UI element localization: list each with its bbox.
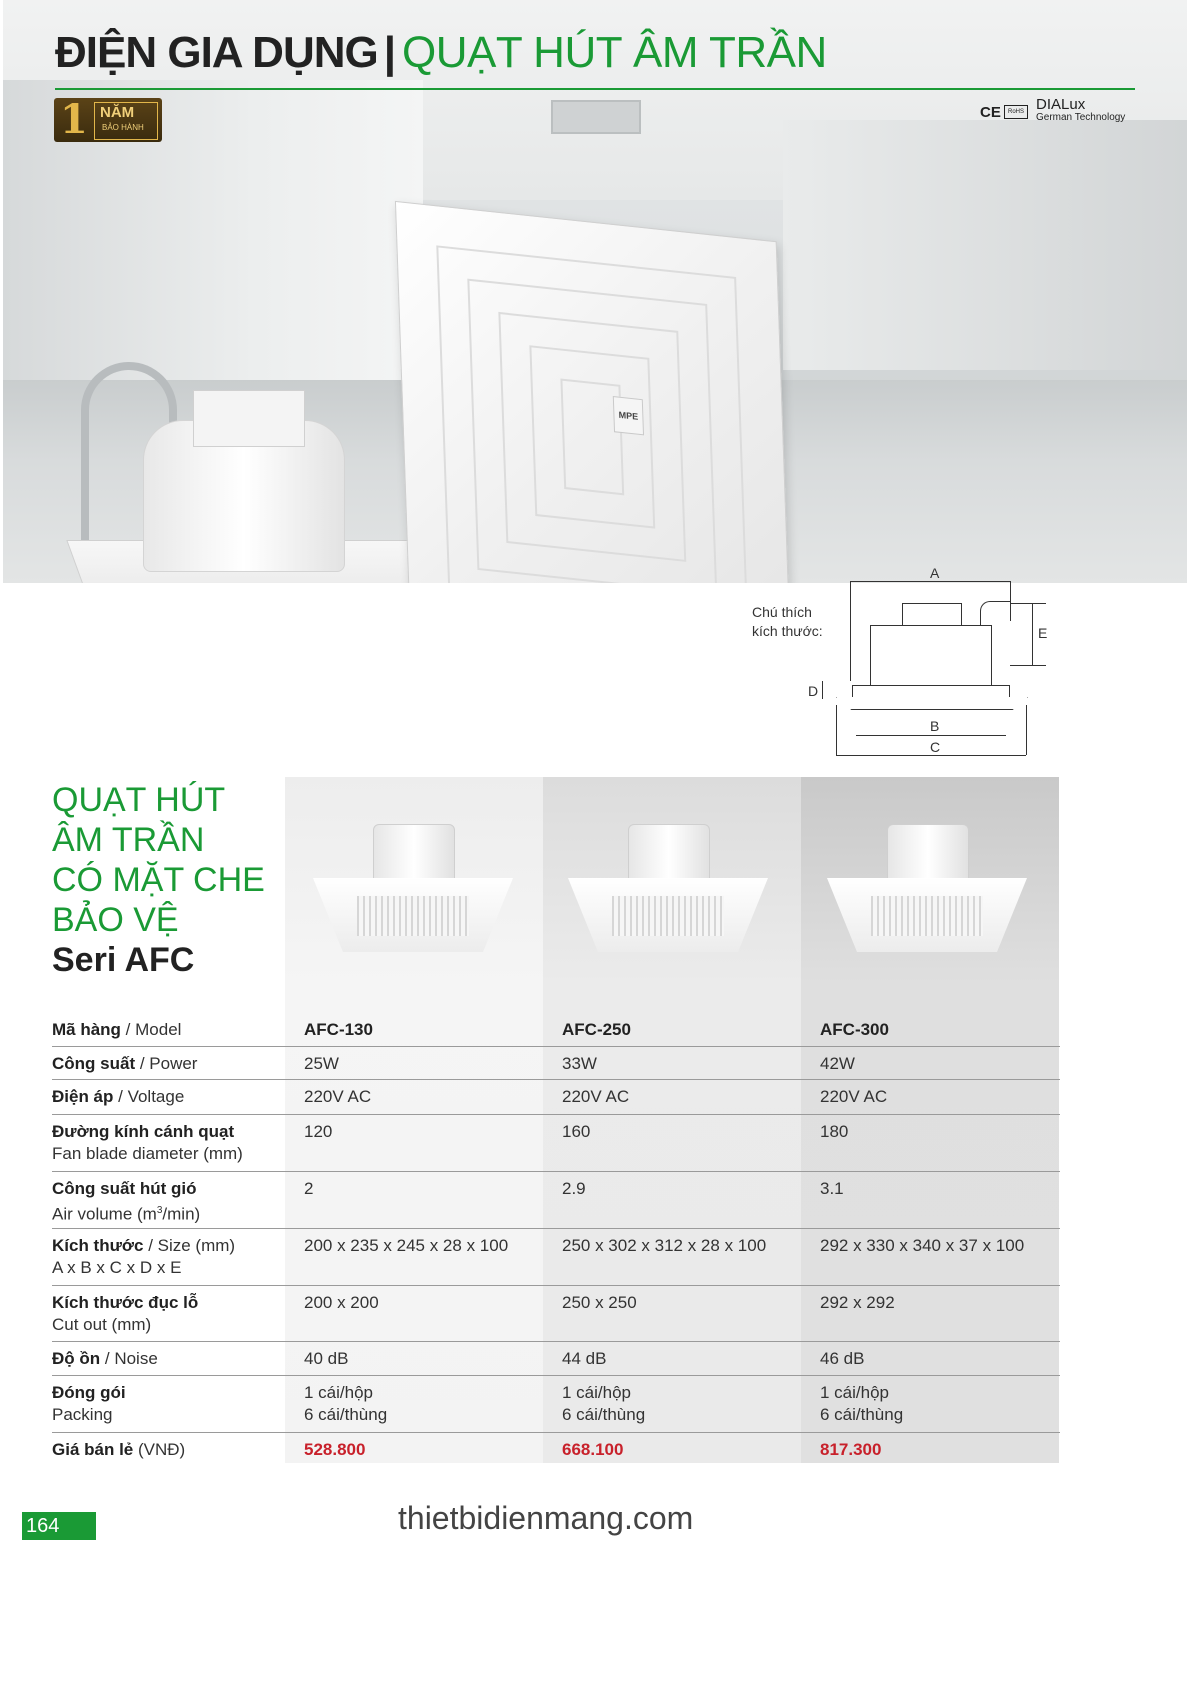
spec-row-voltage: Điện áp / Voltage 220V AC 220V AC 220V AC [52, 1080, 1060, 1115]
website-watermark: thietbidienmang.com [398, 1500, 694, 1536]
product-image-afc-300 [827, 812, 1027, 962]
warranty-badge: 1 NĂM BẢO HÀNH [54, 98, 162, 142]
ceiling-vent [551, 100, 641, 134]
product-image-afc-130 [313, 812, 513, 962]
spec-row-noise: Độ ồn / Noise 40 dB 44 dB 46 dB [52, 1342, 1060, 1376]
fan-grille [395, 201, 791, 583]
spec-row-cut-out: Kích thước đục lỗ Cut out (mm) 200 x 200 250 x 250 292 x 292 [52, 1286, 1060, 1342]
dimension-caption: Chú thích kích thước: [752, 604, 823, 639]
spec-row-packing: Đóng gói Packing 1 cái/hộp 6 cái/thùng 1 cái/hộp 6 cái/thùng 1 cái/hộp 6 cái/thùng [52, 1376, 1060, 1433]
spec-row-model: Mã hàng / Model AFC-130 AFC-250 AFC-300 [52, 1013, 1060, 1047]
price-afc-250: 668.100 [562, 1440, 624, 1459]
price-afc-130: 528.800 [304, 1440, 366, 1459]
dimension-diagram: A E D B C [808, 565, 1048, 755]
page-title [55, 24, 827, 82]
spec-row-power: Công suất / Power 25W 33W 42W [52, 1047, 1060, 1080]
spec-row-air-volume: Công suất hút gió Air volume $(m^3/\min)$ 2 2.9 3.1 [52, 1172, 1060, 1229]
product-image-afc-250 [568, 812, 768, 962]
page-number: 164 [22, 1512, 96, 1540]
dialux-logo: DIALux [1036, 96, 1086, 113]
ce-mark: CE [980, 104, 1001, 121]
series-name: Seri AFC [52, 941, 195, 979]
title-rule [55, 88, 1135, 90]
spec-table [52, 1013, 1060, 1467]
spec-row-price: Giá bán lẻ (VNĐ) 528.800 668.100 817.300 [52, 1433, 1060, 1467]
fan-logo: MPE [613, 396, 644, 435]
spec-row-size: Kích thước / Size (mm) A x B x C x D x E 200 x 235 x 245 x 28 x 100 250 x 302 x 312 x 28 x 100 292 x 330 x 340 x 37 x 100 [52, 1229, 1060, 1286]
dialux-tagline: German Technology [1036, 112, 1126, 123]
title-sub: QUẠT HÚT ÂM TRẦN [402, 28, 827, 77]
product-title: QUẠT HÚT ÂM TRẦN CÓ MẶT CHE BẢO VỆ Seri AFC [52, 780, 292, 980]
kitchen-cabinet-right [783, 120, 1187, 370]
spec-row-fan-diameter: Đường kính cánh quạt Fan blade diameter (mm) 120 160 180 [52, 1115, 1060, 1172]
price-afc-300: 817.300 [820, 1440, 882, 1459]
title-main: ĐIỆN GIA DỤNG [55, 28, 378, 77]
fan-motor-housing [83, 400, 443, 583]
rohs-mark: RoHS [1004, 105, 1028, 119]
title-separator: | [383, 28, 397, 77]
